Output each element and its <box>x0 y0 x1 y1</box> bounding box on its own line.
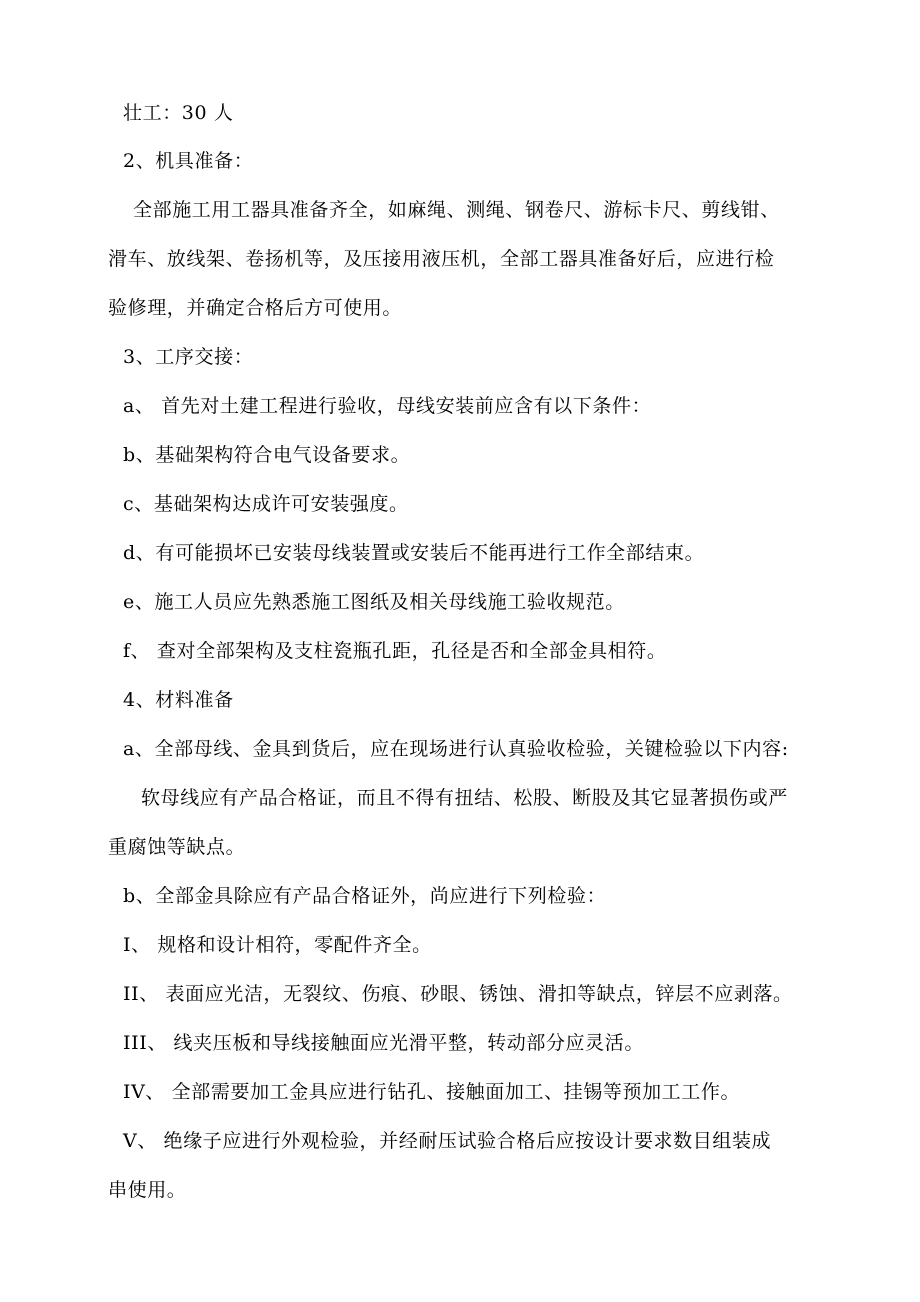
list-item: IV、 全部需要加工金具应进行钻孔、接触面加工、挂锡等预加工工作。 <box>123 1081 741 1103</box>
section-heading-tools: 2、机具准备： <box>123 150 254 172</box>
paragraph-line: 验修理，并确定合格后方可使用。 <box>108 297 403 319</box>
list-item: III、 线夹压板和导线接触面应光滑平整，转动部分应灵活。 <box>123 1032 644 1054</box>
list-item: f、 查对全部架构及支柱瓷瓶孔距，孔径是否和全部金具相符。 <box>123 640 667 662</box>
list-item: d、有可能损坏已安装母线装置或安装后不能再进行工作全部结束。 <box>123 542 705 564</box>
section-heading-handover: 3、工序交接： <box>123 346 254 368</box>
list-item: a、 首先对土建工程进行验收，母线安装前应含有以下条件： <box>123 395 652 417</box>
paragraph-line: 串使用。 <box>108 1179 187 1201</box>
list-item: b、基础架构符合电气设备要求。 <box>123 444 411 466</box>
paragraph-line: 全部施工用工器具准备齐全，如麻绳、测绳、钢卷尺、游标卡尺、剪线钳、 <box>133 199 780 221</box>
list-item: e、施工人员应先熟悉施工图纸及相关母线施工验收规范。 <box>123 591 625 613</box>
list-item: II、 表面应光洁，无裂纹、伤痕、砂眼、锈蚀、滑扣等缺点，锌层不应剥落。 <box>123 983 793 1005</box>
paragraph-line: 滑车、放线架、卷扬机等，及压接用液压机，全部工器具准备好后，应进行检 <box>108 248 775 270</box>
list-item: a、全部母线、金具到货后，应在现场进行认真验收检验，关键检验以下内容: <box>123 738 789 760</box>
list-item: b、全部金具除应有产品合格证外，尚应进行下列检验： <box>123 885 607 907</box>
list-item: V、 绝缘子应进行外观检验，并经耐压试验合格后应按设计要求数目组装成 <box>123 1130 772 1152</box>
section-heading-materials: 4、材料准备 <box>123 689 234 711</box>
list-item: c、基础架构达成许可安装强度。 <box>123 493 409 515</box>
list-item: I、 规格和设计相符，零配件齐全。 <box>123 934 432 956</box>
paragraph-line: 重腐蚀等缺点。 <box>108 836 246 858</box>
watermark: zixin.com.cn <box>468 597 818 655</box>
paragraph-line: 软母线应有产品合格证，而且不得有扭结、松股、断股及其它显著损伤或严 <box>141 787 788 809</box>
staffing-line: 壮工：30 人 <box>123 102 234 124</box>
